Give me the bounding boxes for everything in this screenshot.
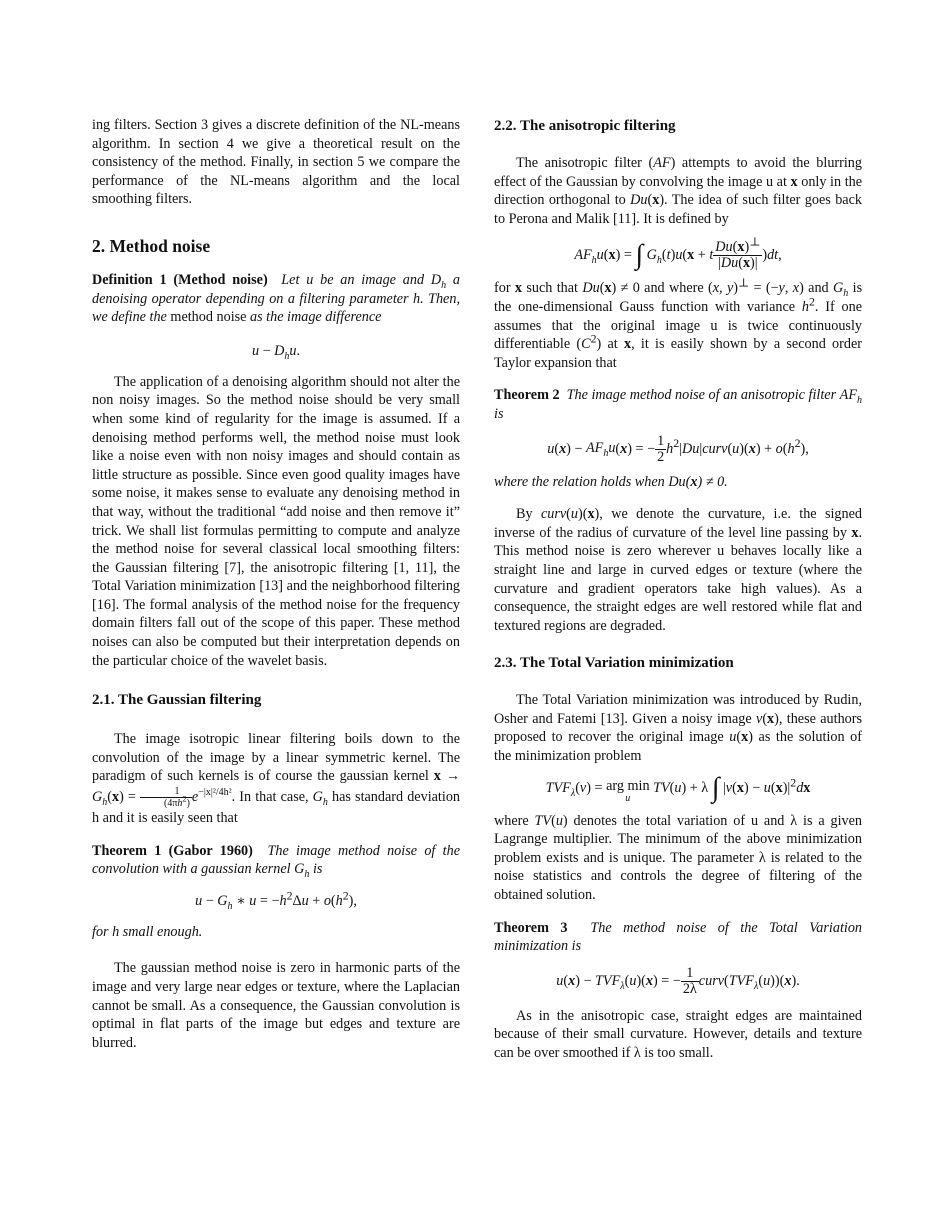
gaussian-paragraph: The image isotropic linear filtering boils down to the convolution of the image by a linear symmetric kernel. The paradigm of such kernels is of course the gaussian kernel $x \to G_h(x)$ = $\frac{1}{(4\pi h^2)}$ $e^{-|x|^2/4h^2}$. In that case, $G_h$ has standard deviation h and it is easily seen that <box>92 731 461 827</box>
subsection-title-anisotropic: 2.2. The anisotropic filtering <box>494 118 676 134</box>
equation-tv-minimization: $TVF_\lambda(v)$ = arg min u TV(u) + λ ∫ $|v(x) - u(x)|^2dx$ <box>545 772 811 804</box>
anisotropic-paragraph-1: The anisotropic filter (AF) attempts to avoid the blurring effect of the Gaussian by convolving the image u at x only in the direction orthogonal to Du(x). The idea of such filter goes back to Perona and Malik [11]. It is defined by <box>494 155 863 227</box>
subsection-title-total-variation: 2.3. The Total Variation minimization <box>494 655 734 672</box>
section-title-method-noise: 2. Method noise <box>92 235 211 256</box>
subsection-title-gaussian: 2.1. The Gaussian filtering <box>92 692 262 709</box>
equation-method-noise: $u - D_hu$. <box>251 342 301 362</box>
curvature-paragraph: By curv(u)(x), we denote the curvature, i.e. the signed inverse of the radius of curvature of the level line passing by x. This method noise is zero wherever u behaves locally like a straight line and large in curved edges or texture (where the curvature and gradient operators take high values). As a consequence, the straight edges are well restored while flat and textured regions are degraded. <box>494 506 863 634</box>
tv-paragraph-2: where TV(u) denotes the total variation of u and λ is a given Lagrange multiplier. The minimum of the above minimization problem exists and is unique. The parameter λ is related to the noise statistics and controls the degree of filtering of the obtained solution. <box>494 812 862 904</box>
equation-theorem-1: $u - G_h$ ∗ $u = -h^2\Delta u + o(h^2)$, <box>195 888 357 912</box>
final-paragraph: As in the anisotropic case, straight edges are maintained because of their small curvature. However, details and texture can be over smoothed if λ is too small. <box>494 1007 862 1061</box>
left-column <box>92 116 460 1052</box>
theorem-3: Theorem 3 The method noise of the Total Variation minimization is <box>494 919 863 955</box>
theorem-3-label: Theorem 3 <box>494 919 568 936</box>
equation-anisotropic-filter: $AF_hu(x)$ = ∫ $G_h(t)u(x + t$ $\frac{Du(x)^\perp}{|Du(x)|}$ )dt, <box>574 234 782 272</box>
method-noise-paragraph: The application of a denoising algorithm should not alter the non noisy images. So the method noise should be very small when some kind of regularity for the image is assumed. If a denoising method performs well, the method noise must look like a noise even with non noisy images and should contain as little structure as possible. Since even good quality images have some noise, it makes sense to evaluate any denoising method in that way, without the traditional “add noise and then remove it” trick. We shall list formulas permitting to compute and analyze the method noise for several classical local smoothing filters: the Gaussian filtering [7], the anisotropic filtering [1, 11], the Total Variation minimization [13] and the neighborhood filtering [16]. The formal analysis of the method noise for the frequency domain filters fall out of the scope of this paper. These method noises can also be computed but their interpretation depends on the particular choice of the wavelet basis. <box>92 373 460 669</box>
equation-theorem-2: $u(x) - AF_hu(x)$ = − $\frac{1}{2}$ $h^2|Du|curv(u)(x) + o(h^2)$, <box>547 432 809 465</box>
theorem-2-tail: where the relation holds when Du(x) ≠ 0. <box>494 473 728 490</box>
anisotropic-paragraph-2: for x such that Du(x) ≠ 0 and where (x, y)⊥ = (−y, x) and $G_h$ is the one-dimensional Gauss function with variance $h^2$. If one assumes that the original image u is twice continuously differentiable $(C^2)$ at x, it is easily shown by a second order Taylor expansion that <box>494 275 863 371</box>
definition-label: Definition 1 (Method noise) <box>92 271 268 288</box>
right-column <box>494 116 862 1063</box>
theorem-1-label: Theorem 1 (Gabor 1960) <box>92 842 253 859</box>
theorem-2: Theorem 2 The image method noise of an anisotropic filter $AF_h$ is <box>494 387 863 422</box>
theorem-1-tail: for h small enough. <box>92 923 203 940</box>
gaussian-final-paragraph: The gaussian method noise is zero in harmonic parts of the image and very large near edges or texture, where the Laplacian cannot be small. As a consequence, the Gaussian convolution is optimal in flat parts of the image but edges and texture are blurred. <box>92 960 460 1051</box>
equation-theorem-3: $u(x) - TVF_\lambda(u)(x)$ = − $\frac{1}{2\lambda}$ $curv(TVF_\lambda(u))(x)$. <box>556 964 800 997</box>
definition-1: Definition 1 (Method noise) Let u be an image and $D_h$ a denoising operator depending on a filtering parameter h. Then, we define the method noise as the image difference <box>92 271 461 326</box>
tv-paragraph-1: The Total Variation minimization was introduced by Rudin, Osher and Fatemi [13]. Given a noisy image v(x), these authors proposed to recover the original image u(x) as the solution of the minimization problem <box>494 692 863 765</box>
theorem-1: Theorem 1 (Gabor 1960) The image method noise of the convolution with a gaussian kernel $G_h$ is <box>92 842 460 881</box>
theorem-2-label: Theorem 2 <box>494 387 560 404</box>
intro-paragraph: ing filters. Section 3 gives a discrete definition of the NL-means algorithm. In section 4 we give a theoretical result on the consistency of the method. Finally, in section 5 we compare the performance of the NL-means algorithm and the local smoothing filters. <box>92 117 460 208</box>
